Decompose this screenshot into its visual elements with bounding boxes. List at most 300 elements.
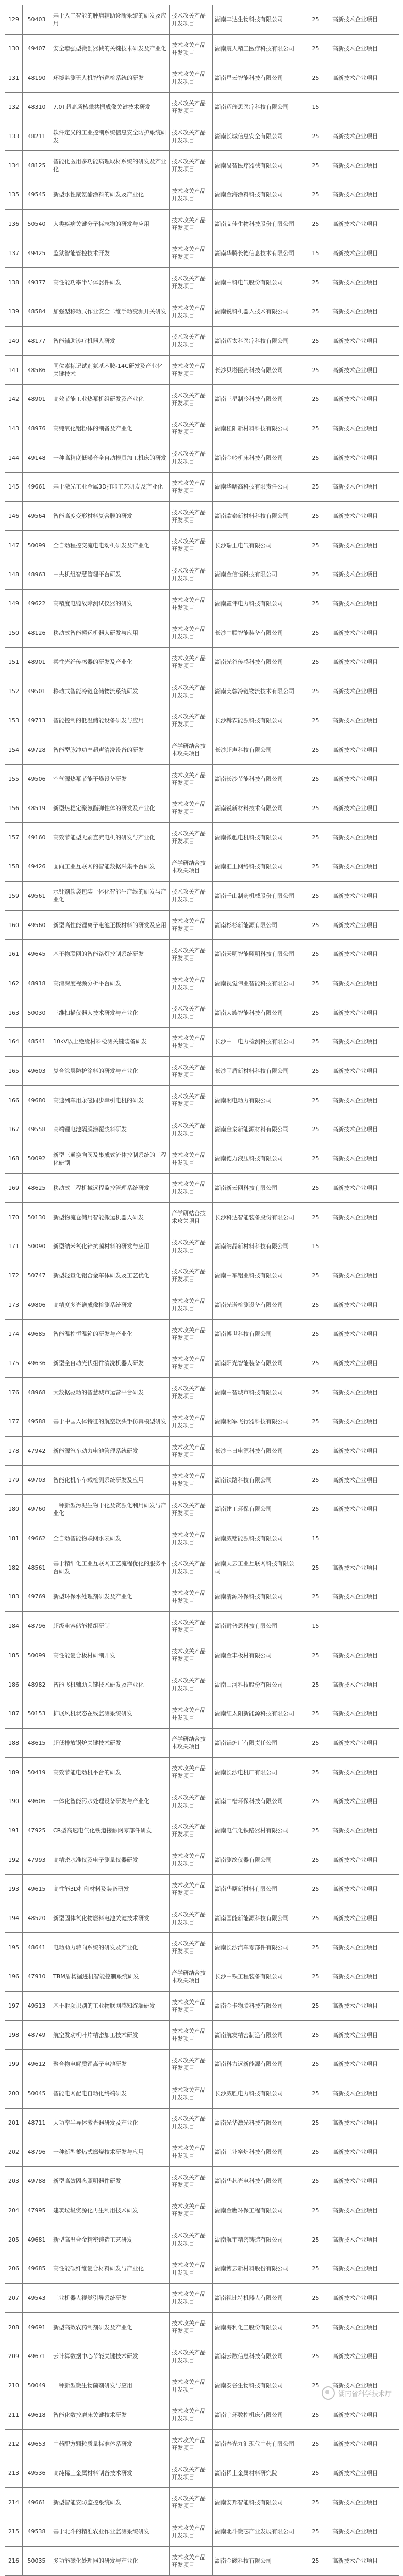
row-type-cell: 产学研结合技术攻关项目: [170, 852, 213, 881]
row-name-cell: 大功率半导体激光器研发及产业化: [51, 2108, 170, 2137]
row-amount-cell: 15: [301, 1611, 330, 1641]
row-type-cell: 技术攻关产品开发项目: [170, 1378, 213, 1407]
row-note-cell: 高新技术企业项目: [330, 618, 399, 648]
row-seq-cell: 196: [5, 1962, 23, 1992]
row-amount-cell: 25: [301, 1173, 330, 1203]
row-code-cell: 48177: [23, 326, 51, 356]
row-seq-cell: 151: [5, 648, 23, 677]
row-name-cell: 新能源汽车动力电池管理系统研发: [51, 1436, 170, 1466]
row-name-cell: 新型物流仓储用智能搬运机器人研发: [51, 1203, 170, 1232]
row-seq-cell: 146: [5, 501, 23, 531]
row-amount-cell: 25: [301, 1290, 330, 1320]
row-code-cell: 50403: [23, 5, 51, 35]
row-note-cell: 高新技术企业项目: [330, 151, 399, 180]
row-code-cell: 48586: [23, 356, 51, 385]
row-seq-cell: 202: [5, 2137, 23, 2167]
row-seq-cell: 195: [5, 1933, 23, 1962]
row-code-cell: 49407: [23, 34, 51, 63]
row-code-cell: 49806: [23, 1290, 51, 1320]
row-name-cell: 基于北斗的精准农业作业监测系统研发: [51, 2517, 170, 2547]
table-row: [5, 2546, 399, 2575]
row-amount-cell: 25: [301, 63, 330, 93]
row-code-cell: 49645: [23, 940, 51, 969]
row-code-cell: 49760: [23, 1495, 51, 1524]
row-code-cell: 49788: [23, 2166, 51, 2196]
row-unit-cell: 湖南铁路科技有限公司: [213, 1466, 301, 1495]
row-note-cell: 高新技术企业项目: [330, 998, 399, 1028]
table-row: [5, 531, 399, 560]
row-code-cell: 48520: [23, 1904, 51, 1933]
row-name-cell: 新型高效固态照明器件研发: [51, 2166, 170, 2196]
row-unit-cell: 湖南桂阳新材料科技有限公司: [213, 414, 301, 443]
row-amount-cell: 25: [301, 1203, 330, 1232]
row-seq-cell: 210: [5, 2371, 23, 2400]
row-unit-cell: 湖南博云新材料股份有限公司: [213, 2254, 301, 2283]
row-note-cell: 高新技术企业项目: [330, 1495, 399, 1524]
row-type-cell: 技术攻关产品开发项目: [170, 1495, 213, 1524]
row-type-cell: 技术攻关产品开发项目: [170, 2488, 213, 2517]
row-unit-cell: 湖南金鹰环保工程有限公司: [213, 2196, 301, 2225]
row-amount-cell: 25: [301, 1349, 330, 1378]
row-amount-cell: 25: [301, 1056, 330, 1086]
row-name-cell: 高端锂电池隔膜涂覆浆料研发: [51, 1115, 170, 1144]
row-unit-cell: 湖南中科电气股份有限公司: [213, 268, 301, 297]
row-name-cell: 高效节能型无刷直流电机的研发与产业化: [51, 823, 170, 852]
row-note-cell: 高新技术企业项目: [330, 677, 399, 706]
table-row: [5, 268, 399, 297]
table-row: [5, 180, 399, 210]
row-amount-cell: 25: [301, 2546, 330, 2575]
row-name-cell: 移动式智能搬运机器人研发与应用: [51, 618, 170, 648]
table-row: [5, 1086, 399, 1115]
row-name-cell: 一种新型污泥生物干化及资源化利用研发与产业化: [51, 1495, 170, 1524]
row-note-cell: 高新技术企业项目: [330, 1641, 399, 1670]
row-type-cell: 产学研结合技术攻关项目: [170, 735, 213, 765]
row-note-cell: 高新技术企业项目: [330, 911, 399, 940]
row-amount-cell: 25: [301, 2166, 330, 2196]
table-row: [5, 1699, 399, 1728]
row-amount-cell: 25: [301, 648, 330, 677]
row-name-cell: 新型水性聚氨酯涂料的研发及产业化: [51, 180, 170, 210]
row-code-cell: 49713: [23, 706, 51, 735]
row-unit-cell: 湖南宇环数控机床有限公司: [213, 2400, 301, 2430]
row-type-cell: 技术攻关产品开发项目: [170, 2517, 213, 2547]
table-row: [5, 1290, 399, 1320]
row-unit-cell: 湖南光谷传感科技有限公司: [213, 648, 301, 677]
table-row: [5, 911, 399, 940]
row-type-cell: 技术攻关产品开发项目: [170, 1173, 213, 1203]
row-seq-cell: 141: [5, 356, 23, 385]
row-name-cell: 新型纳米氧化锌抗菌材料的研发与应用: [51, 1232, 170, 1261]
row-unit-cell: 湖南长城信息安全有限公司: [213, 122, 301, 151]
row-seq-cell: 207: [5, 2283, 23, 2313]
row-type-cell: 技术攻关产品开发项目: [170, 2254, 213, 2283]
row-seq-cell: 161: [5, 940, 23, 969]
row-name-cell: 一种新型微生物菌剂研发与应用: [51, 2371, 170, 2400]
row-amount-cell: 25: [301, 794, 330, 823]
row-amount-cell: 25: [301, 2400, 330, 2430]
row-seq-cell: 188: [5, 1728, 23, 1758]
row-seq-cell: 148: [5, 560, 23, 590]
row-note-cell: 高新技术企业项目: [330, 2196, 399, 2225]
row-unit-cell: 湖南迈瑞思医疗科技有限公司: [213, 93, 301, 122]
row-seq-cell: 198: [5, 2021, 23, 2050]
row-note-cell: 高新技术企业项目: [330, 735, 399, 765]
row-code-cell: 49538: [23, 2517, 51, 2547]
row-note-cell: [330, 93, 399, 122]
row-amount-cell: 25: [301, 911, 330, 940]
row-note-cell: 高新技术企业项目: [330, 1173, 399, 1203]
row-unit-cell: 湖南视觉伟业智能科技有限公司: [213, 969, 301, 998]
row-code-cell: 49703: [23, 1466, 51, 1495]
row-note-cell: 高新技术企业项目: [330, 881, 399, 911]
row-seq-cell: 205: [5, 2225, 23, 2254]
row-name-cell: 基于射频识别的工业物联网感知终端研发: [51, 1991, 170, 2021]
row-unit-cell: 长沙贝塔医药科技有限公司: [213, 356, 301, 385]
row-code-cell: 48541: [23, 1028, 51, 1057]
row-code-cell: 49769: [23, 1582, 51, 1612]
row-note-cell: 高新技术企业项目: [330, 1203, 399, 1232]
row-name-cell: 基于物联网的智能路灯控制系统研发: [51, 940, 170, 969]
row-seq-cell: 152: [5, 677, 23, 706]
row-amount-cell: 25: [301, 2488, 330, 2517]
row-unit-cell: 湖南金信恒科技有限公司: [213, 560, 301, 590]
row-name-cell: 基于中国人体特征的航空软头手仿真模型研发: [51, 1407, 170, 1437]
row-name-cell: 监狱智能管控技术开发: [51, 239, 170, 268]
row-code-cell: 49501: [23, 677, 51, 706]
row-amount-cell: 25: [301, 2342, 330, 2371]
row-code-cell: 49425: [23, 239, 51, 268]
row-note-cell: 高新技术企业项目: [330, 1466, 399, 1495]
table-row: [5, 881, 399, 911]
row-type-cell: 技术攻关产品开发项目: [170, 443, 213, 473]
table-row: [5, 998, 399, 1028]
row-seq-cell: 129: [5, 5, 23, 35]
row-name-cell: 新型高温合金精密铸造工艺研发: [51, 2225, 170, 2254]
row-amount-cell: 25: [301, 1261, 330, 1290]
row-seq-cell: 199: [5, 2050, 23, 2079]
row-code-cell: 48519: [23, 794, 51, 823]
row-unit-cell: 湖南华腾长德信息技术有限公司: [213, 239, 301, 268]
table-row: [5, 2342, 399, 2371]
row-seq-cell: 165: [5, 1056, 23, 1086]
row-seq-cell: 206: [5, 2254, 23, 2283]
row-seq-cell: 185: [5, 1641, 23, 1670]
row-type-cell: 技术攻关产品开发项目: [170, 2283, 213, 2313]
row-code-cell: 48584: [23, 297, 51, 326]
table-row: [5, 2166, 399, 2196]
row-amount-cell: 25: [301, 268, 330, 297]
row-code-cell: 50153: [23, 1699, 51, 1728]
row-seq-cell: 135: [5, 180, 23, 210]
row-name-cell: 一体化智能污水处理设备研发与产业化: [51, 1787, 170, 1816]
row-type-cell: 技术攻关产品开发项目: [170, 1845, 213, 1875]
table-body: [5, 5, 399, 2576]
row-name-cell: 聚合物电解质锂离子电池研发: [51, 2050, 170, 2079]
row-amount-cell: 25: [301, 501, 330, 531]
row-seq-cell: 158: [5, 852, 23, 881]
row-unit-cell: 湖南中智城市科技有限公司: [213, 1378, 301, 1407]
row-unit-cell: 长沙中一电力检测科技有限公司: [213, 1028, 301, 1057]
row-note-cell: 高新技术企业项目: [330, 63, 399, 93]
row-name-cell: 电动助力转向系统的研发及产业化: [51, 1933, 170, 1962]
row-code-cell: 50045: [23, 2079, 51, 2108]
row-name-cell: 加强型移动式作业安全二维手动变频开关研发: [51, 297, 170, 326]
row-name-cell: 智能化机车车载检测系统研发及应用: [51, 1466, 170, 1495]
row-amount-cell: 25: [301, 881, 330, 911]
row-unit-cell: 湖南工业窑炉科技有限公司: [213, 2137, 301, 2167]
row-amount-cell: 25: [301, 209, 330, 239]
row-type-cell: 技术攻关产品开发项目: [170, 706, 213, 735]
row-unit-cell: 湖南三星制冷科技有限公司: [213, 384, 301, 414]
table-row: [5, 151, 399, 180]
row-name-cell: 一种新型蓄热式燃烧技术研发与应用: [51, 2137, 170, 2167]
row-note-cell: 高新技术企业项目: [330, 1261, 399, 1290]
row-note-cell: 高新技术企业项目: [330, 297, 399, 326]
row-seq-cell: 143: [5, 414, 23, 443]
row-note-cell: 高新技术企业项目: [330, 239, 399, 268]
row-type-cell: 技术攻关产品开发项目: [170, 5, 213, 35]
row-type-cell: 技术攻关产品开发项目: [170, 1611, 213, 1641]
row-code-cell: 49618: [23, 2400, 51, 2430]
row-name-cell: 高精度多光谱成像检测系统研发: [51, 1290, 170, 1320]
row-name-cell: 智能电网配电自动化终端研发: [51, 2079, 170, 2108]
row-code-cell: 47910: [23, 1962, 51, 1992]
row-name-cell: 高纯稀土金属材料制备技术研发: [51, 2459, 170, 2488]
row-code-cell: 50130: [23, 1203, 51, 1232]
row-name-cell: 移动式工程机械远程监控管理系统研发: [51, 1173, 170, 1203]
row-amount-cell: 25: [301, 969, 330, 998]
row-seq-cell: 144: [5, 443, 23, 473]
row-type-cell: 技术攻关产品开发项目: [170, 1991, 213, 2021]
row-type-cell: 技术攻关产品开发项目: [170, 2459, 213, 2488]
row-note-cell: 高新技术企业项目: [330, 2050, 399, 2079]
row-name-cell: 新型高性能锂离子电池正极材料的研发及应用: [51, 911, 170, 940]
row-note-cell: [330, 1611, 399, 1641]
row-amount-cell: 25: [301, 2021, 330, 2050]
row-seq-cell: 159: [5, 881, 23, 911]
row-name-cell: 高精度电缆故障测试仪器的研发: [51, 589, 170, 618]
row-type-cell: 技术攻关产品开发项目: [170, 764, 213, 794]
row-code-cell: 48918: [23, 969, 51, 998]
row-seq-cell: 184: [5, 1611, 23, 1641]
row-unit-cell: 湖南国能新能源科技有限公司: [213, 1904, 301, 1933]
row-seq-cell: 215: [5, 2517, 23, 2547]
row-unit-cell: 湖南天云工业互联网科技有限公司: [213, 1553, 301, 1582]
row-seq-cell: 140: [5, 326, 23, 356]
row-type-cell: 技术攻关产品开发项目: [170, 1232, 213, 1261]
row-unit-cell: 湖南长沙汽车零部件有限公司: [213, 1933, 301, 1962]
row-name-cell: 新型热稳定聚氨酯弹性体的研发及产业化: [51, 794, 170, 823]
project-list-table: [5, 5, 399, 2576]
row-amount-cell: 25: [301, 2254, 330, 2283]
row-note-cell: 高新技术企业项目: [330, 2021, 399, 2050]
row-type-cell: 技术攻关产品开发项目: [170, 2225, 213, 2254]
row-seq-cell: 214: [5, 2488, 23, 2517]
table-row: [5, 2079, 399, 2108]
table-row: [5, 1991, 399, 2021]
row-type-cell: 技术攻关产品开发项目: [170, 2371, 213, 2400]
row-type-cell: 技术攻关产品开发项目: [170, 2108, 213, 2137]
row-note-cell: 高新技术企业项目: [330, 1816, 399, 1845]
row-amount-cell: 25: [301, 2196, 330, 2225]
row-unit-cell: 湖南建工环保有限公司: [213, 1495, 301, 1524]
row-note-cell: 高新技术企业项目: [330, 501, 399, 531]
row-name-cell: CR型高速电气化铁道接触网零部件研发: [51, 1816, 170, 1845]
table-row: [5, 2021, 399, 2050]
row-seq-cell: 191: [5, 1816, 23, 1845]
row-name-cell: 全自动智能物联网水表研发: [51, 1524, 170, 1553]
row-type-cell: 技术攻关产品开发项目: [170, 1553, 213, 1582]
row-note-cell: 高新技术企业项目: [330, 2225, 399, 2254]
row-seq-cell: 172: [5, 1261, 23, 1290]
row-note-cell: 高新技术企业项目: [330, 1144, 399, 1173]
row-note-cell: 高新技术企业项目: [330, 1699, 399, 1728]
row-unit-cell: 湖南汇正网络科技有限公司: [213, 852, 301, 881]
row-amount-cell: 25: [301, 735, 330, 765]
table-row: [5, 1582, 399, 1612]
table-row: [5, 1495, 399, 1524]
row-seq-cell: 164: [5, 1028, 23, 1057]
row-note-cell: 高新技术企业项目: [330, 1758, 399, 1787]
row-unit-cell: 长沙固盾新材料科技有限公司: [213, 1056, 301, 1086]
table-row: [5, 677, 399, 706]
row-seq-cell: 166: [5, 1086, 23, 1115]
row-amount-cell: 25: [301, 531, 330, 560]
row-name-cell: 智能飞机辅助关键技术研发及产业化: [51, 1670, 170, 1699]
row-note-cell: 高新技术企业项目: [330, 5, 399, 35]
row-unit-cell: 湖南金卡物联科技有限公司: [213, 1991, 301, 2021]
row-amount-cell: 25: [301, 473, 330, 502]
row-seq-cell: 193: [5, 1875, 23, 1904]
row-type-cell: 技术攻关产品开发项目: [170, 531, 213, 560]
table-row: [5, 2459, 399, 2488]
row-seq-cell: 178: [5, 1436, 23, 1466]
row-seq-cell: 133: [5, 122, 23, 151]
row-note-cell: 高新技术企业项目: [330, 1319, 399, 1349]
row-amount-cell: 25: [301, 1845, 330, 1875]
row-name-cell: 三维扫描仪器人技术研发与产业化: [51, 998, 170, 1028]
row-type-cell: 技术攻关产品开发项目: [170, 589, 213, 618]
row-type-cell: 技术攻关产品开发项目: [170, 1319, 213, 1349]
row-note-cell: 高新技术企业项目: [330, 2079, 399, 2108]
row-amount-cell: 25: [301, 2108, 330, 2137]
row-name-cell: 高效节能工业热泵机组研发及产业化: [51, 384, 170, 414]
table-row: [5, 2196, 399, 2225]
row-seq-cell: 131: [5, 63, 23, 93]
row-code-cell: 49622: [23, 589, 51, 618]
row-amount-cell: 15: [301, 1524, 330, 1553]
table-row: [5, 1203, 399, 1232]
row-code-cell: 49728: [23, 735, 51, 765]
row-unit-cell: 湖南泰谷生物科技有限公司: [213, 2371, 301, 2400]
row-code-cell: 48901: [23, 384, 51, 414]
row-name-cell: 一种高精度低噪音全自动模具加工机床的研发: [51, 443, 170, 473]
table-row: [5, 414, 399, 443]
row-code-cell: 48615: [23, 1728, 51, 1758]
row-note-cell: 高新技术企业项目: [330, 1962, 399, 1992]
row-seq-cell: 197: [5, 1991, 23, 2021]
row-name-cell: 高纯氧化铝粉体的制备及产业化: [51, 414, 170, 443]
row-note-cell: 高新技术企业项目: [330, 2137, 399, 2167]
row-amount-cell: 25: [301, 618, 330, 648]
row-type-cell: 技术攻关产品开发项目: [170, 881, 213, 911]
table-row: [5, 1349, 399, 1378]
row-amount-cell: 25: [301, 2137, 330, 2167]
row-name-cell: 新型三通换向阀及集成式流体控制系统的工程化研制: [51, 1144, 170, 1173]
row-note-cell: 高新技术企业项目: [330, 2400, 399, 2430]
row-seq-cell: 203: [5, 2166, 23, 2196]
row-code-cell: 48641: [23, 1933, 51, 1962]
row-unit-cell: 湖南丰达生物科技有限公司: [213, 5, 301, 35]
row-code-cell: 49681: [23, 2225, 51, 2254]
table-row: [5, 1962, 399, 1992]
row-note-cell: 高新技术企业项目: [330, 1436, 399, 1466]
table-row: [5, 1845, 399, 1875]
row-unit-cell: 湖南迈太科医疗科技有限公司: [213, 326, 301, 356]
row-name-cell: 新型轻量化铝合金车体研发及工艺优化: [51, 1261, 170, 1290]
row-code-cell: 49506: [23, 764, 51, 794]
row-unit-cell: 湖南德力液压科技有限公司: [213, 1144, 301, 1173]
row-note-cell: 高新技术企业项目: [330, 2517, 399, 2547]
table-row: [5, 1056, 399, 1086]
row-code-cell: 49560: [23, 911, 51, 940]
row-name-cell: 高性能碳纤维复合材料研发与产业化: [51, 2254, 170, 2283]
row-unit-cell: 湖南杉杉新能源有限公司: [213, 911, 301, 940]
row-note-cell: 高新技术企业项目: [330, 34, 399, 63]
row-note-cell: 高新技术企业项目: [330, 2430, 399, 2459]
row-note-cell: 高新技术企业项目: [330, 180, 399, 210]
row-name-cell: TBM盾构掘进机智能控制系统研发: [51, 1962, 170, 1992]
row-unit-cell: 湖南光华激光科技有限公司: [213, 2108, 301, 2137]
row-amount-cell: 25: [301, 1875, 330, 1904]
row-unit-cell: 湖南中楷环保科技有限公司: [213, 1787, 301, 1816]
row-type-cell: 技术攻关产品开发项目: [170, 1144, 213, 1173]
row-unit-cell: 湖南锅炉厂有限责任公司: [213, 1728, 301, 1758]
row-amount-cell: 25: [301, 1962, 330, 1992]
row-type-cell: 技术攻关产品开发项目: [170, 1699, 213, 1728]
row-code-cell: 49588: [23, 1407, 51, 1437]
row-amount-cell: 25: [301, 2050, 330, 2079]
row-code-cell: 50099: [23, 1641, 51, 1670]
row-name-cell: 复合涂层防护涂料的研发与产业化: [51, 1056, 170, 1086]
row-code-cell: 49606: [23, 1787, 51, 1816]
row-note-cell: 高新技术企业项目: [330, 1086, 399, 1115]
row-note-cell: 高新技术企业项目: [330, 122, 399, 151]
row-type-cell: 技术攻关产品开发项目: [170, 1028, 213, 1057]
row-code-cell: 49662: [23, 1524, 51, 1553]
row-type-cell: 技术攻关产品开发项目: [170, 326, 213, 356]
row-note-cell: 高新技术企业项目: [330, 1349, 399, 1378]
row-seq-cell: 132: [5, 93, 23, 122]
table-row: [5, 940, 399, 969]
table-row: [5, 618, 399, 648]
row-type-cell: 技术攻关产品开发项目: [170, 1641, 213, 1670]
row-code-cell: 50092: [23, 1144, 51, 1173]
row-unit-cell: 湖南华曙高科技有限责任公司: [213, 473, 301, 502]
row-type-cell: 技术攻关产品开发项目: [170, 1056, 213, 1086]
row-unit-cell: 湖南安邦智能科技有限公司: [213, 2488, 301, 2517]
row-amount-cell: 25: [301, 384, 330, 414]
row-type-cell: 技术攻关产品开发项目: [170, 473, 213, 502]
table-row: [5, 209, 399, 239]
row-seq-cell: 150: [5, 618, 23, 648]
row-name-cell: 中央机组智慧管理平台研发: [51, 560, 170, 590]
row-seq-cell: 204: [5, 2196, 23, 2225]
table-row: [5, 648, 399, 677]
row-code-cell: 49564: [23, 501, 51, 531]
table-row: [5, 2430, 399, 2459]
